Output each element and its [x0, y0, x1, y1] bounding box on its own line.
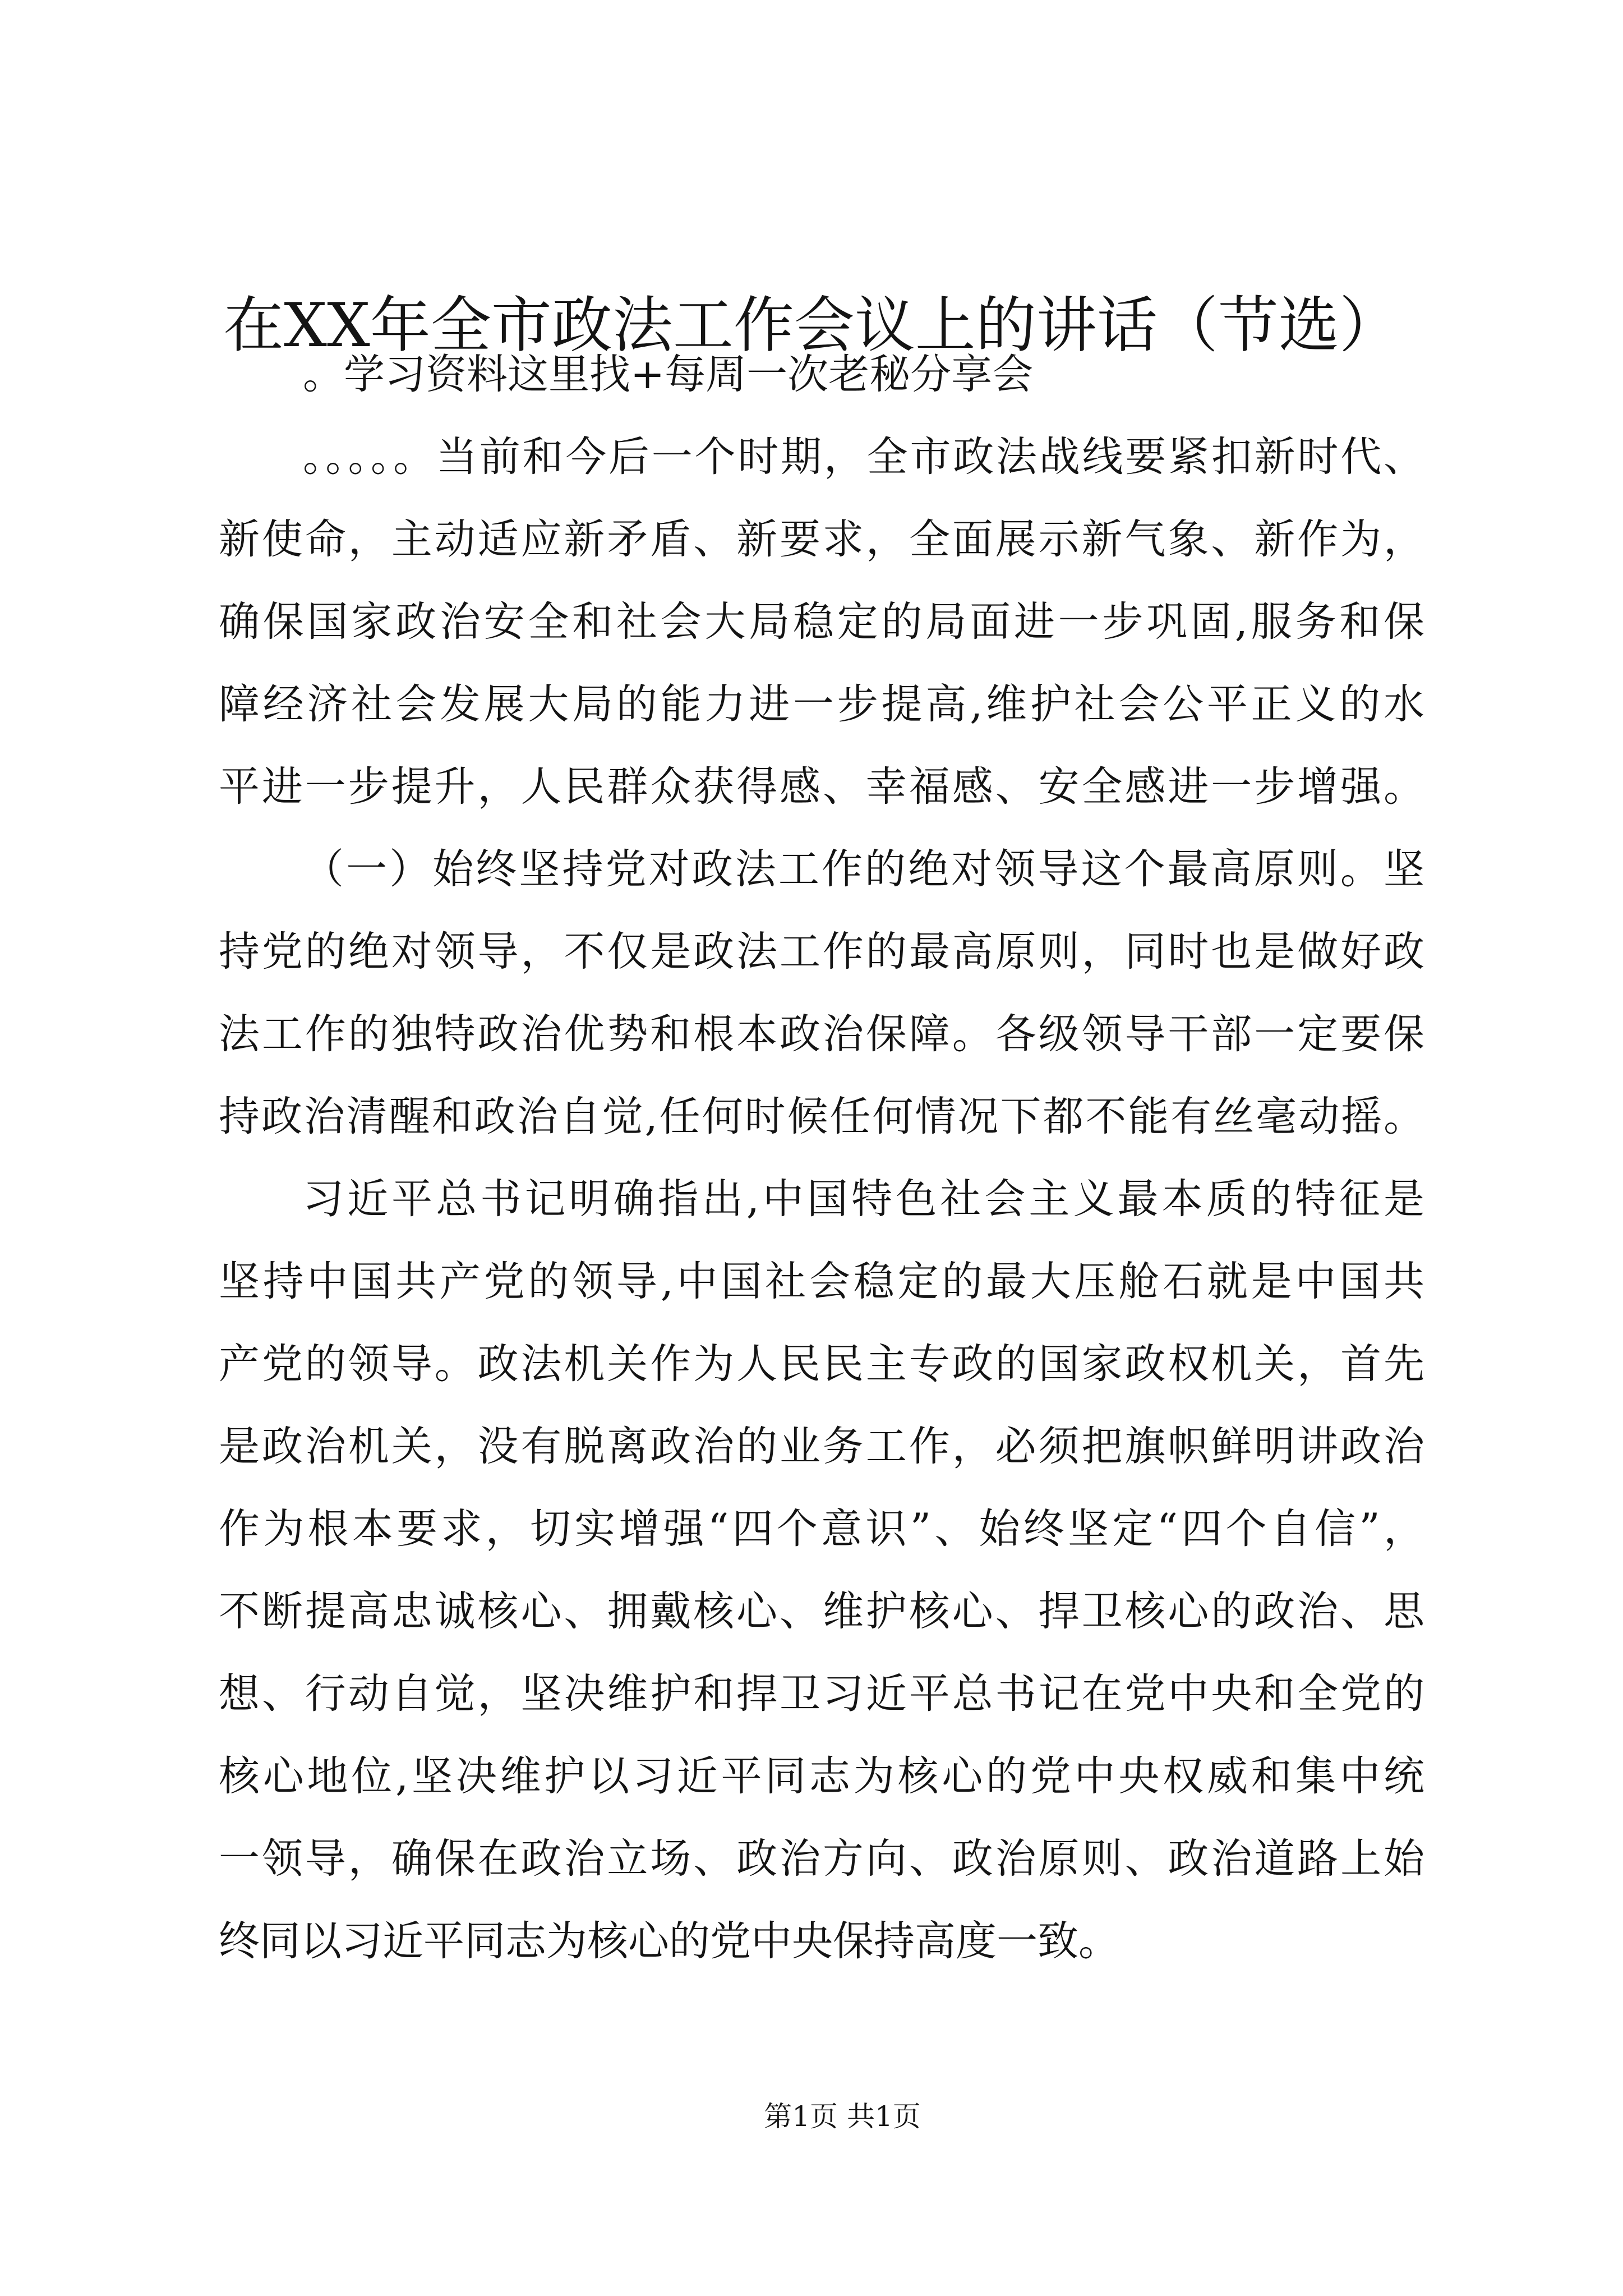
page-number-footer: 第1页 共1页 [764, 2100, 921, 2133]
body-line: 持党的绝对领导，不仅是政法工作的最高原则，同时也是做好政 [219, 928, 1424, 976]
body-line: （一）始终坚持党对政法工作的绝对领导这个最高原则。坚 [303, 845, 1424, 893]
body-line: 平进一步提升，人民群众获得感、幸福感、安全感进一步增强。 [219, 763, 1424, 811]
body-line: 核心地位,坚决维护以习近平同志为核心的党中央权威和集中统 [219, 1752, 1424, 1800]
document-body [219, 333, 1424, 1982]
body-line: 习近平总书记明确指出,中国特色社会主义最本质的特征是 [303, 1175, 1424, 1223]
body-line: 不断提高忠诚核心、拥戴核心、维护核心、捍卫核心的政治、思 [219, 1588, 1424, 1635]
paragraph-section-one [219, 828, 1424, 1158]
body-line: 产党的领导。政法机关作为人民民主专政的国家政权机关，首先 [219, 1340, 1424, 1388]
body-line: 终同以习近平同志为核心的党中央保持高度一致。 [219, 1917, 1119, 1965]
body-line: 坚持中国共产党的领导,中国社会稳定的最大压舱石就是中国共 [219, 1258, 1424, 1305]
body-line: 。学习资料这里找+每周一次老秘分享会 [303, 351, 1034, 398]
paragraph-leadership [219, 1158, 1424, 1982]
body-line: 。。。。。当前和今后一个时期，全市政法战线要紧扣新时代、 [303, 433, 1424, 481]
body-line: 是政治机关，没有脱离政治的业务工作，必须把旗帜鲜明讲政治 [219, 1423, 1424, 1470]
body-line: 障经济社会发展大局的能力进一步提高,维护社会公平正义的水 [219, 680, 1424, 728]
document-title: 在XX年全市政法工作会议上的讲话（节选） [223, 291, 1400, 361]
body-line: 确保国家政治安全和社会大局稳定的局面进一步巩固,服务和保 [219, 598, 1424, 646]
body-line: 法工作的独特政治优势和根本政治保障。各级领导干部一定要保 [219, 1010, 1424, 1058]
paragraph-intro [219, 333, 1424, 416]
paragraph-overview [219, 416, 1424, 828]
body-line: 新使命，主动适应新矛盾、新要求，全面展示新气象、新作为， [219, 516, 1424, 563]
body-line: 作为根本要求，切实增强“四个意识”、始终坚定“四个自信”， [219, 1505, 1424, 1553]
body-line: 一领导，确保在政治立场、政治方向、政治原则、政治道路上始 [219, 1835, 1424, 1883]
body-line: 想、行动自觉，坚决维护和捍卫习近平总书记在党中央和全党的 [219, 1670, 1424, 1718]
body-line: 持政治清醒和政治自觉,任何时候任何情况下都不能有丝毫动摇。 [219, 1093, 1424, 1140]
